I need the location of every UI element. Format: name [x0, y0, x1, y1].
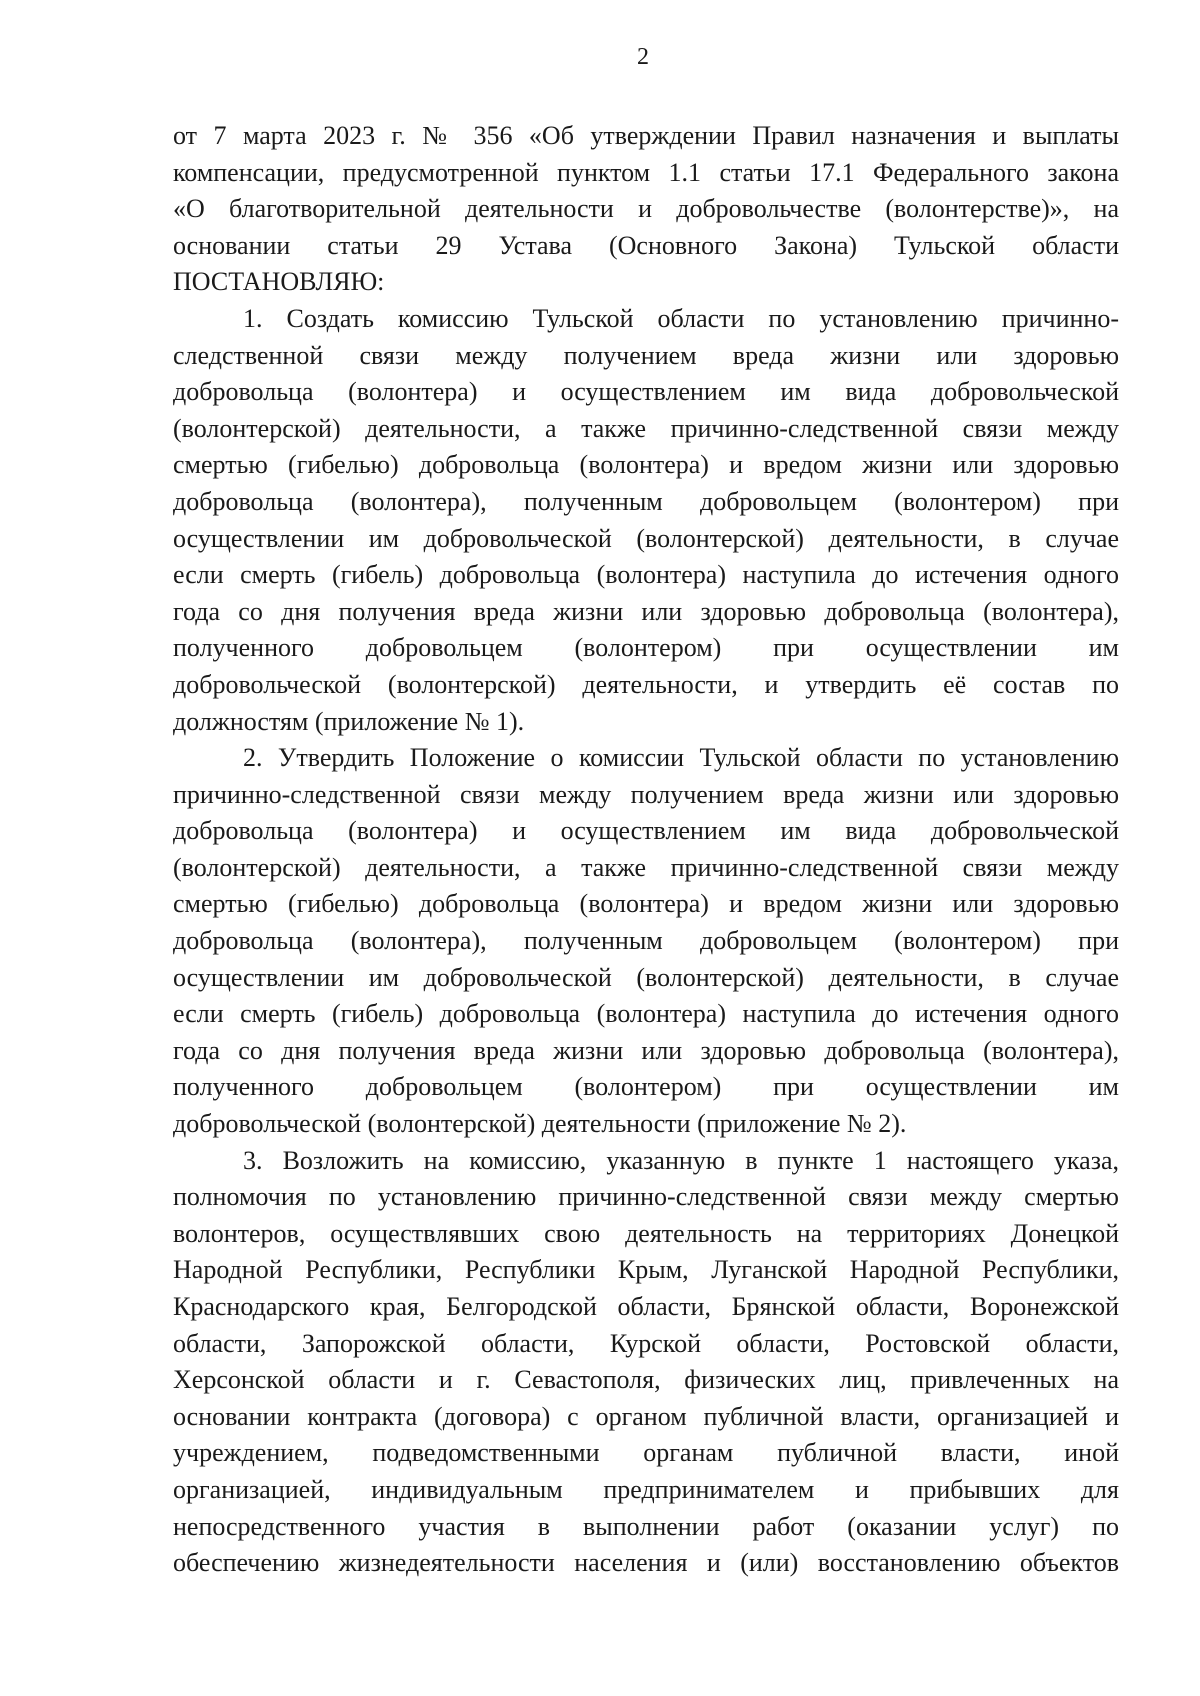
- text-line: года со дня получения вреда жизни или здоровью добровольца (волонтера),: [173, 596, 1119, 626]
- text-line: основании статьи 29 Устава (Основного Закона) Тульской области: [173, 230, 1119, 260]
- text-line: (волонтерской) деятельности, а также причинно-следственной связи между: [173, 852, 1119, 882]
- item-2-paragraph: [173, 740, 1119, 1143]
- text-line: непосредственного участия в выполнении работ (оказании услуг) по: [173, 1511, 1119, 1541]
- text-line: 3. Возложить на комиссию, указанную в пункте 1 настоящего указа,: [243, 1145, 1119, 1175]
- text-line: Народной Республики, Республики Крым, Луганской Народной Республики,: [173, 1255, 1119, 1285]
- text-line: следственной связи между получением вреда жизни или здоровью: [173, 340, 1119, 370]
- text-line: добровольца (волонтера) и осуществлением им вида добровольческой: [173, 816, 1119, 846]
- text-line: смертью (гибелью) добровольца (волонтера) и вредом жизни или здоровью: [173, 450, 1119, 480]
- item-1-paragraph: [173, 301, 1119, 740]
- text-line: должностям (приложение № 1).: [173, 706, 525, 736]
- text-line: 1. Создать комиссию Тульской области по установлению причинно-: [243, 303, 1119, 333]
- text-line: если смерть (гибель) добровольца (волонтера) наступила до истечения одного: [173, 560, 1119, 590]
- text-line: года со дня получения вреда жизни или здоровью добровольца (волонтера),: [173, 1035, 1119, 1065]
- text-line: причинно-следственной связи между получением вреда жизни или здоровью: [173, 779, 1119, 809]
- text-line: добровольца (волонтера), полученным добровольцем (волонтером) при: [173, 926, 1119, 956]
- text-line: Херсонской области и г. Севастополя, физических лиц, привлеченных на: [173, 1365, 1119, 1395]
- page-number: 2: [637, 44, 649, 70]
- text-line: основании контракта (договора) с органом публичной власти, организацией и: [173, 1401, 1119, 1431]
- text-line: добровольца (волонтера) и осуществлением им вида добровольческой: [173, 377, 1119, 407]
- text-line: добровольца (волонтера), полученным добровольцем (волонтером) при: [173, 486, 1119, 516]
- text-line: волонтеров, осуществлявших свою деятельность на территориях Донецкой: [173, 1218, 1119, 1248]
- text-line: 2. Утвердить Положение о комиссии Тульской области по установлению: [243, 743, 1119, 773]
- text-line: компенсации, предусмотренной пунктом 1.1 статьи 17.1 Федерального закона: [173, 157, 1119, 187]
- text-line: осуществлении им добровольческой (волонтерской) деятельности, в случае: [173, 962, 1119, 992]
- text-line: полномочия по установлению причинно-следственной связи между смертью: [173, 1182, 1119, 1212]
- text-line: области, Запорожской области, Курской области, Ростовской области,: [173, 1328, 1119, 1358]
- text-line: (волонтерской) деятельности, а также причинно-следственной связи между: [173, 413, 1119, 443]
- intro-paragraph: [173, 118, 1119, 301]
- text-line: обеспечению жизнедеятельности населения и (или) восстановлению объектов: [173, 1548, 1119, 1578]
- text-line: смертью (гибелью) добровольца (волонтера) и вредом жизни или здоровью: [173, 889, 1119, 919]
- text-line: организацией, индивидуальным предпринимателем и прибывших для: [173, 1474, 1119, 1504]
- text-line: осуществлении им добровольческой (волонтерской) деятельности, в случае: [173, 523, 1119, 553]
- document-body: [173, 118, 1119, 1582]
- text-line: если смерть (гибель) добровольца (волонтера) наступила до истечения одного: [173, 999, 1119, 1029]
- text-line: добровольческой (волонтерской) деятельности (приложение № 2).: [173, 1109, 907, 1139]
- text-line: «О благотворительной деятельности и добровольчестве (волонтерстве)», на: [173, 194, 1119, 224]
- text-line: полученного добровольцем (волонтером) при осуществлении им: [173, 633, 1119, 663]
- text-line: от 7 марта 2023 г. № 356 «Об утверждении Правил назначения и выплаты: [173, 121, 1119, 150]
- text-line: учреждением, подведомственными органам публичной власти, иной: [173, 1438, 1119, 1468]
- item-3-paragraph: [173, 1143, 1119, 1582]
- text-line: Краснодарского края, Белгородской области, Брянской области, Воронежской: [173, 1292, 1119, 1321]
- text-line: полученного добровольцем (волонтером) при осуществлении им: [173, 1072, 1119, 1102]
- resolution-keyword: ПОСТАНОВЛЯЮ:: [173, 267, 385, 297]
- text-line: добровольческой (волонтерской) деятельности, и утвердить её состав по: [173, 669, 1119, 699]
